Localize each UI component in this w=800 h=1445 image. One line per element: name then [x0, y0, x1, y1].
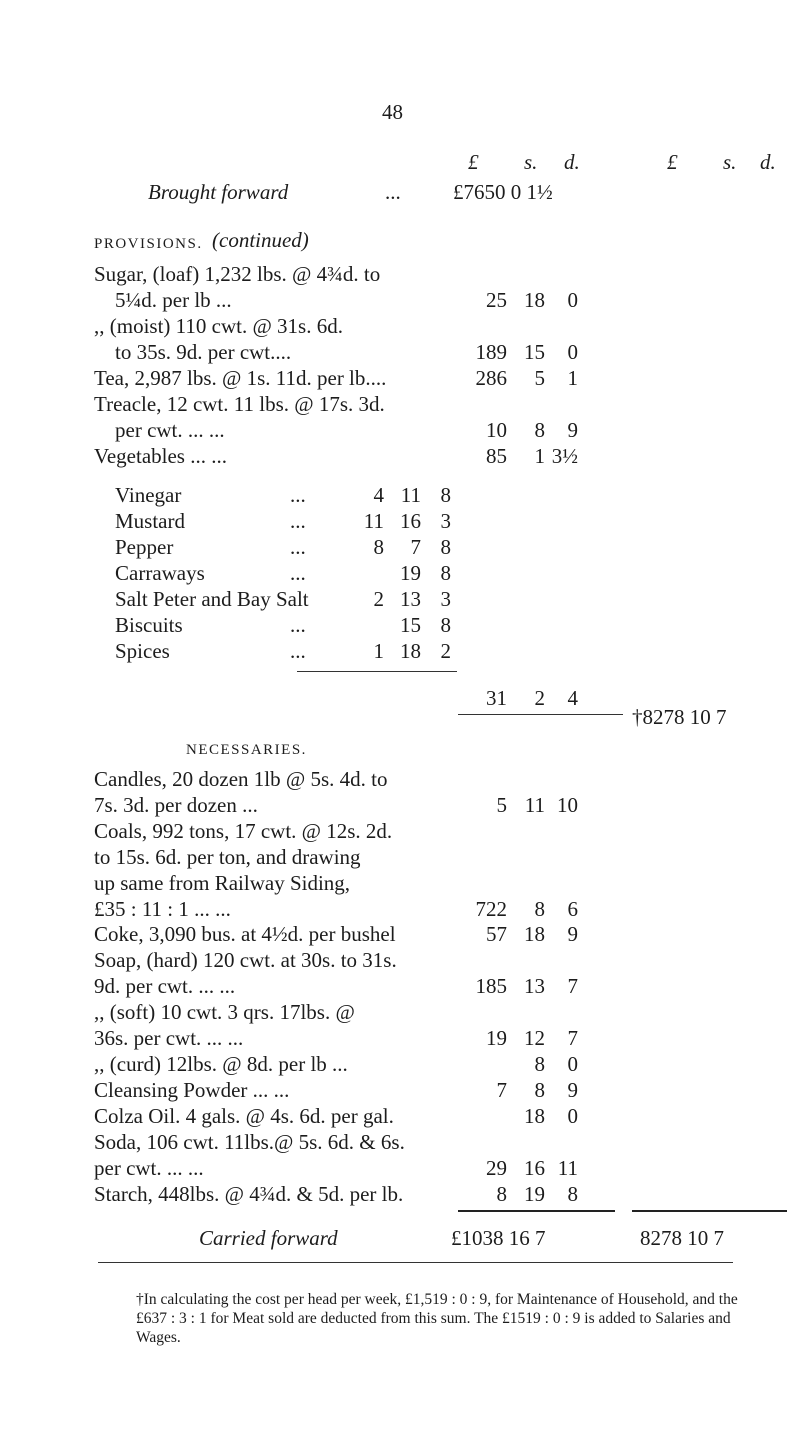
carried-forward-label: Carried forward	[199, 1226, 338, 1250]
necessary-item-line: Starch, 448lbs. @ 4¾d. & 5d. per lb.	[94, 1182, 404, 1206]
necessaries-title: NECESSARIES.	[186, 742, 307, 758]
necessary-amount-pounds: 722	[475, 897, 507, 921]
sub-item-label: Vinegar	[115, 483, 182, 507]
brought-forward-label: Brought forward	[148, 180, 289, 204]
necessary-item-line: ,, (soft) 10 cwt. 3 qrs. 17lbs. @	[94, 1000, 355, 1024]
provisions-total-rule	[458, 714, 623, 715]
provisions-title: PROVISIONS.	[94, 236, 203, 252]
provision-amount-pence: 1	[567, 366, 578, 390]
necessary-item-line: 36s. per cwt. ... ...	[94, 1026, 244, 1050]
necessary-amount-pence: 9	[567, 1078, 578, 1102]
necessary-amount-shillings: 12	[524, 1026, 545, 1050]
carried-rule-a	[458, 1210, 615, 1212]
sub-item-amount-pence: 8	[440, 613, 451, 637]
carried-forward-value: £1038 16 7	[451, 1226, 546, 1250]
sub-total-shillings: 2	[534, 686, 545, 710]
necessary-item-line: ,, (curd) 12lbs. @ 8d. per lb ...	[94, 1052, 348, 1076]
necessary-amount-pence: 10	[557, 793, 578, 817]
provision-amount-shillings: 15	[524, 340, 545, 364]
necessary-amount-pounds: 19	[486, 1026, 507, 1050]
sub-item-label: Spices	[115, 639, 170, 663]
necessary-amount-shillings: 8	[534, 1052, 545, 1076]
sub-item-label: Biscuits	[115, 613, 183, 637]
sub-item-amount-pence: 8	[440, 483, 451, 507]
provision-item-line: to 35s. 9d. per cwt....	[115, 340, 292, 364]
sub-item-dots: ...	[290, 483, 306, 507]
sub-item-amount-shillings: 13	[400, 587, 421, 611]
provisions-subtitle: (continued)	[212, 228, 309, 252]
sub-item-amount-pounds: 4	[373, 483, 384, 507]
header-pound-b: £	[667, 150, 678, 174]
sub-item-dots: ...	[290, 561, 306, 585]
necessary-item-line: up same from Railway Siding,	[94, 871, 351, 895]
necessary-amount-shillings: 19	[524, 1182, 545, 1206]
necessary-amount-shillings: 8	[534, 897, 545, 921]
provision-item-line: per cwt. ... ...	[115, 418, 225, 442]
sub-item-label: Pepper	[115, 535, 174, 559]
provision-amount-shillings: 18	[524, 288, 545, 312]
necessary-amount-shillings: 11	[524, 793, 545, 817]
necessary-item-line: Cleansing Powder ... ...	[94, 1078, 290, 1102]
necessary-amount-pounds: 5	[496, 793, 507, 817]
provision-item-line: Vegetables ... ...	[94, 444, 227, 468]
sub-item-amount-shillings: 19	[400, 561, 421, 585]
necessary-amount-shillings: 16	[524, 1156, 545, 1180]
sub-item-amount-pence: 8	[440, 561, 451, 585]
sub-item-dots: ...	[290, 639, 306, 663]
necessary-amount-pounds: 8	[496, 1182, 507, 1206]
necessary-item-line: to 15s. 6d. per ton, and drawing	[94, 845, 361, 869]
header-shilling-a: s.	[524, 150, 538, 174]
sub-item-amount-pounds: 1	[373, 639, 384, 663]
necessary-amount-pence: 7	[567, 974, 578, 998]
necessary-amount-pence: 9	[567, 922, 578, 946]
necessary-item-line: Coals, 992 tons, 17 cwt. @ 12s. 2d.	[94, 819, 393, 843]
sub-item-amount-shillings: 16	[400, 509, 421, 533]
sub-item-amount-pounds: 11	[363, 509, 384, 533]
provision-item-line: ,, (moist) 110 cwt. @ 31s. 6d.	[94, 314, 343, 338]
header-shilling-b: s.	[723, 150, 737, 174]
provision-amount-pounds: 189	[475, 340, 507, 364]
page-number: 48	[382, 100, 403, 124]
necessary-item-line: 7s. 3d. per dozen ...	[94, 793, 258, 817]
footnote: †In calculating the cost per head per week, £1,519 : 0 : 9, for Maintenance of Household, and the £637 : 3 : 1 for Meat sold are deducted from this sum. The £1519 : 0 : 9 is added to Salaries and Wages.	[136, 1291, 738, 1346]
necessary-amount-pounds: 185	[475, 974, 507, 998]
sub-total-pence: 4	[567, 686, 578, 710]
provision-item-line: Treacle, 12 cwt. 11 lbs. @ 17s. 3d.	[94, 392, 385, 416]
provision-item-line: Sugar, (loaf) 1,232 lbs. @ 4¾d. to	[94, 262, 381, 286]
necessary-amount-shillings: 13	[524, 974, 545, 998]
necessary-amount-pence: 11	[557, 1156, 578, 1180]
sub-item-amount-pence: 3	[440, 587, 451, 611]
necessary-item-line: per cwt. ... ...	[94, 1156, 204, 1180]
sub-item-label: Salt Peter and Bay Salt	[115, 587, 309, 611]
necessary-amount-pence: 8	[567, 1182, 578, 1206]
provisions-section-total: †8278 10 7	[632, 705, 727, 729]
provision-amount-shillings: 1	[534, 444, 545, 468]
sub-item-amount-pence: 8	[440, 535, 451, 559]
sub-item-amount-shillings: 7	[410, 535, 421, 559]
provision-amount-pounds: 85	[486, 444, 507, 468]
carried-forward-total: 8278 10 7	[640, 1226, 724, 1250]
provision-amount-pounds: 25	[486, 288, 507, 312]
provision-amount-shillings: 5	[534, 366, 545, 390]
necessary-item-line: Coke, 3,090 bus. at 4½d. per bushel	[94, 922, 396, 946]
provision-amount-pounds: 10	[486, 418, 507, 442]
sub-item-dots: ...	[290, 509, 306, 533]
necessary-amount-pounds: 7	[496, 1078, 507, 1102]
provision-amount-pence: 3½	[551, 444, 578, 468]
provision-amount-pence: 0	[567, 340, 578, 364]
sub-item-label: Mustard	[115, 509, 185, 533]
provision-item-line: Tea, 2,987 lbs. @ 1s. 11d. per lb....	[94, 366, 387, 390]
sub-item-dots: ...	[290, 535, 306, 559]
footnote-rule	[98, 1262, 733, 1263]
carried-rule-b	[632, 1210, 787, 1212]
necessary-amount-pence: 6	[567, 897, 578, 921]
sub-item-dots: ...	[290, 613, 306, 637]
necessary-item-line: 9d. per cwt. ... ...	[94, 974, 236, 998]
necessary-item-line: Soda, 106 cwt. 11lbs.@ 5s. 6d. & 6s.	[94, 1130, 405, 1154]
sub-total-rule	[297, 671, 457, 672]
provision-item-line: 5¼d. per lb ...	[115, 288, 232, 312]
provision-amount-pence: 0	[567, 288, 578, 312]
sub-item-amount-pounds: 2	[373, 587, 384, 611]
necessary-amount-pounds: 29	[486, 1156, 507, 1180]
necessary-amount-pence: 7	[567, 1026, 578, 1050]
necessary-item-line: Soap, (hard) 120 cwt. at 30s. to 31s.	[94, 948, 397, 972]
necessary-amount-shillings: 18	[524, 922, 545, 946]
header-pence-a: d.	[564, 150, 580, 174]
sub-item-amount-pence: 3	[440, 509, 451, 533]
necessary-amount-pence: 0	[567, 1052, 578, 1076]
header-pence-b: d.	[760, 150, 776, 174]
necessary-item-line: £35 : 11 : 1 ... ...	[94, 897, 231, 921]
necessary-amount-shillings: 18	[524, 1104, 545, 1128]
header-pound-a: £	[468, 150, 479, 174]
sub-item-amount-shillings: 15	[400, 613, 421, 637]
provision-amount-shillings: 8	[534, 418, 545, 442]
provision-amount-pounds: 286	[475, 366, 507, 390]
sub-item-amount-pence: 2	[440, 639, 451, 663]
brought-forward-value: £7650 0 1½	[453, 180, 553, 204]
necessary-amount-pounds: 57	[486, 922, 507, 946]
sub-total-pounds: 31	[486, 686, 507, 710]
necessary-item-line: Candles, 20 dozen 1lb @ 5s. 4d. to	[94, 767, 388, 791]
necessary-amount-pence: 0	[567, 1104, 578, 1128]
sub-item-amount-pounds: 8	[373, 535, 384, 559]
necessary-amount-shillings: 8	[534, 1078, 545, 1102]
sub-item-amount-shillings: 11	[400, 483, 421, 507]
sub-item-amount-shillings: 18	[400, 639, 421, 663]
necessary-item-line: Colza Oil. 4 gals. @ 4s. 6d. per gal.	[94, 1104, 394, 1128]
provision-amount-pence: 9	[567, 418, 578, 442]
brought-forward-dots: ...	[385, 180, 401, 204]
sub-item-label: Carraways	[115, 561, 205, 585]
